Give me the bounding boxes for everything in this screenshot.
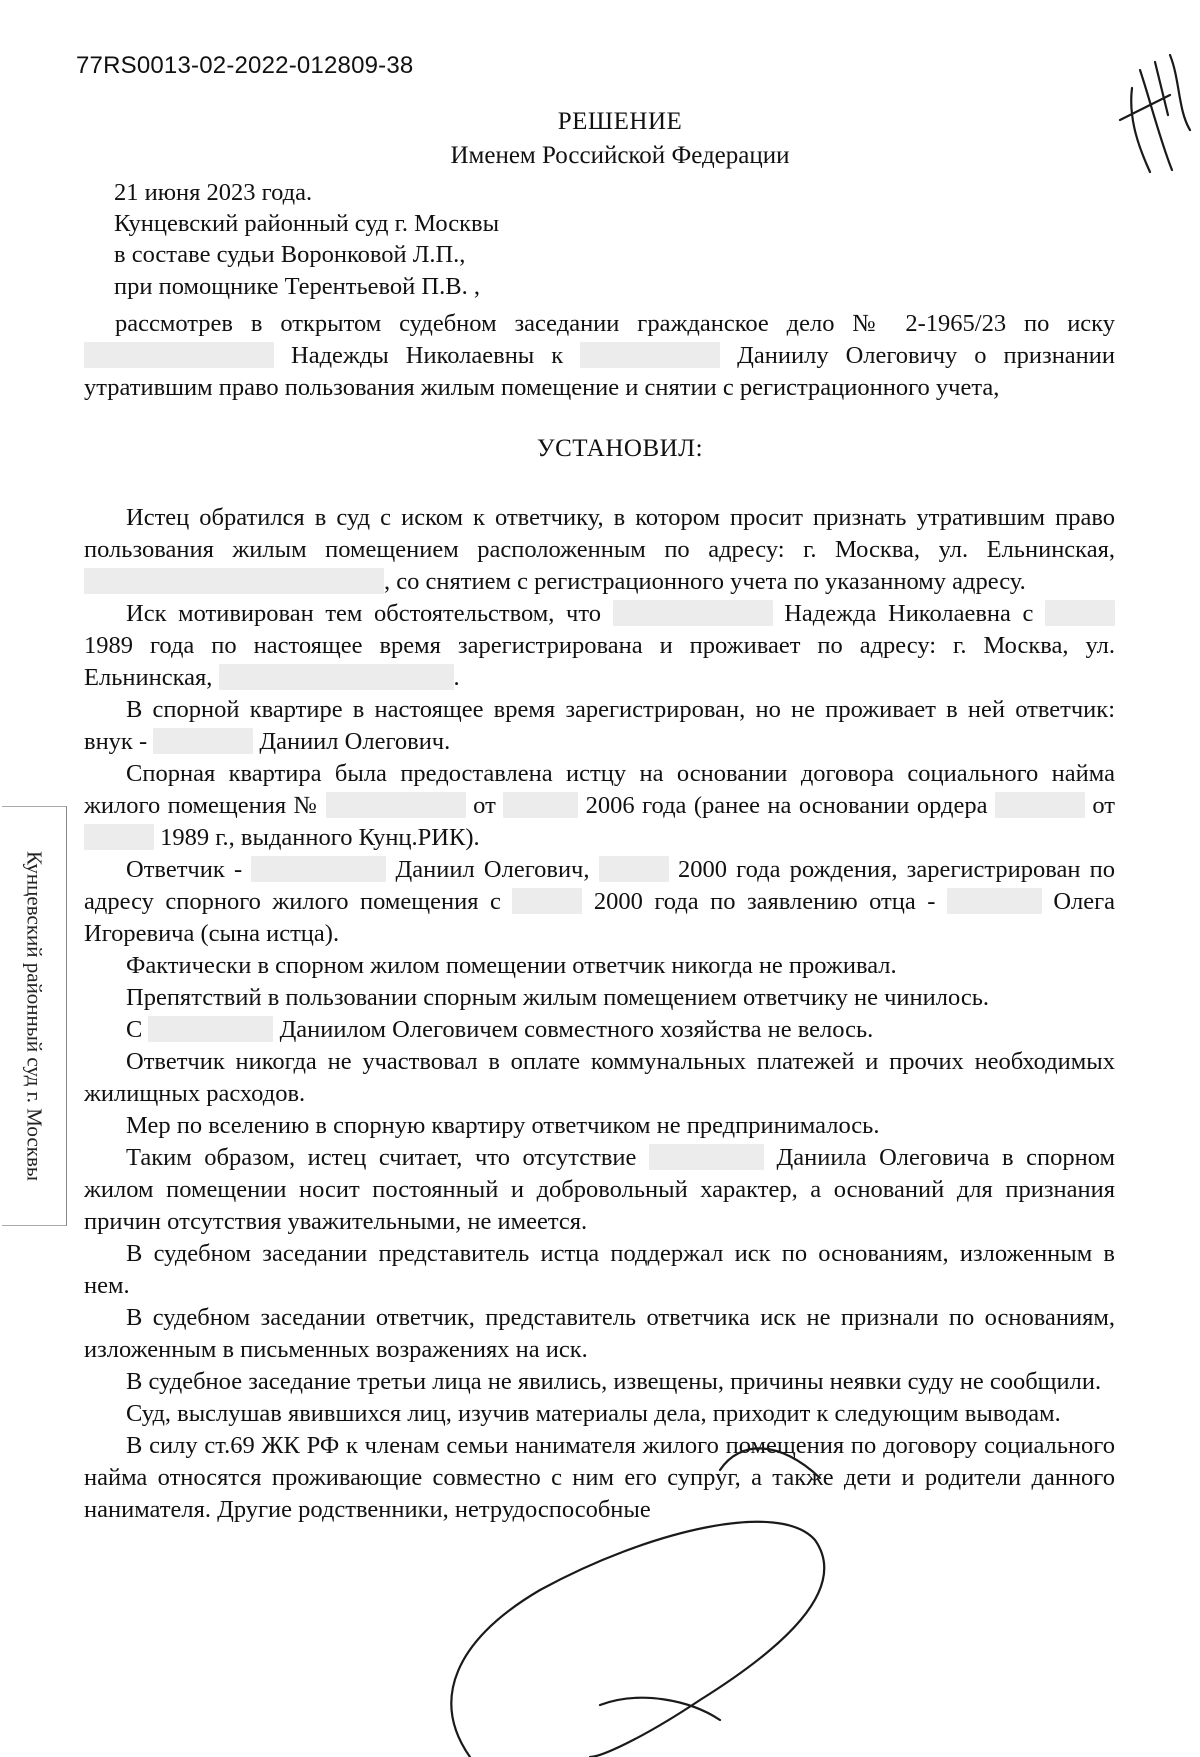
paragraph-text: В спорной квартире в настоящее время зарегистрирован, но не проживает в ней ответчик: внук - bbox=[84, 696, 1115, 755]
paragraph bbox=[84, 598, 1115, 694]
paragraph-text: Иск мотивирован тем обстоятельством, что bbox=[126, 600, 601, 627]
paragraph-text: , со снятием с регистрационного учета по указанному адресу. bbox=[384, 568, 1026, 595]
case-number: 77RS0013-02-2022-012809-38 bbox=[76, 52, 414, 79]
paragraph-text: 1989 года по настоящее время зарегистрирована и проживает по адресу: г. Москва, ул. Ельнинская, bbox=[84, 632, 1115, 691]
case-text-a: рассмотрев в открытом судебном заседании гражданское дело № 2-1965/23 по иску bbox=[115, 310, 1115, 337]
redaction-box bbox=[613, 600, 773, 626]
paragraph bbox=[84, 694, 1115, 758]
paragraph-text: 2006 года (ранее на основании ордера bbox=[585, 792, 988, 819]
redaction-box bbox=[995, 792, 1085, 818]
paragraph-text: Олега Игоревича (сына истца). bbox=[84, 888, 1116, 947]
paragraph-text: Надежда Николаевна с bbox=[784, 600, 1034, 627]
document-subtitle: Именем Российской Федерации bbox=[450, 142, 790, 169]
paragraph-text: Даниил Олегович. bbox=[259, 728, 451, 755]
case-text-c: Даниилу Олеговичу о признании утратившим право пользования жилым помещение и снятии с регистрационного учета, bbox=[84, 342, 1116, 401]
paragraph: Препятствий в пользовании спорным жилым помещением ответчику не чинилось. bbox=[126, 984, 990, 1011]
paragraph: Фактически в спорном жилом помещении ответчик никогда не проживал. bbox=[126, 952, 897, 979]
paragraph-text: . bbox=[453, 664, 460, 691]
section-heading: УСТАНОВИЛ: bbox=[536, 435, 704, 462]
paragraph: В судебном заседании представитель истца поддержал иск по основаниям, изложенным в нем. bbox=[84, 1240, 1115, 1299]
paragraph-text: С bbox=[126, 1016, 143, 1043]
paragraph: Суд, выслушав явившихся лиц, изучив материалы дела, приходит к следующим выводам. bbox=[126, 1400, 1061, 1427]
paragraph bbox=[84, 1014, 1115, 1046]
side-stamp-text: Кунцевский районный суд г. Москвы bbox=[22, 850, 47, 1182]
redaction-box bbox=[512, 888, 582, 914]
judge-composition: в составе судьи Воронковой Л.П., bbox=[114, 241, 466, 268]
redaction-box bbox=[580, 342, 720, 368]
paragraph bbox=[84, 502, 1115, 598]
paragraph bbox=[84, 1142, 1115, 1238]
decision-date: 21 июня 2023 года. bbox=[114, 179, 313, 206]
paragraph-text: Даниилом Олеговичем совместного хозяйства не велось. bbox=[279, 1016, 874, 1043]
paragraph bbox=[84, 758, 1115, 854]
redaction-box bbox=[148, 1016, 273, 1042]
paragraph-text: Ответчик - bbox=[126, 856, 243, 883]
paragraph: Мер по вселению в спорную квартиру ответчиком не предпринималось. bbox=[126, 1112, 880, 1139]
redaction-box bbox=[599, 856, 669, 882]
paragraph-text: 2000 года рождения, зарегистрирован по адресу спорного жилого помещения с bbox=[84, 856, 1116, 915]
paragraph: В судебном заседании ответчик, представитель ответчика иск не признали по основаниям, изложенным в письменных возражениях на иск. bbox=[84, 1304, 1115, 1363]
paragraph-text: Истец обратился в суд с иском к ответчику, в котором просит признать утратившим право пользования жилым помещением расположенным по адресу: г. Москва, ул. Ельнинская, bbox=[84, 504, 1115, 563]
redaction-box bbox=[153, 728, 253, 754]
redaction-box bbox=[219, 664, 454, 690]
court-name: Кунцевский районный суд г. Москвы bbox=[114, 210, 500, 237]
redaction-box bbox=[649, 1144, 764, 1170]
paragraph-text: от bbox=[1092, 792, 1115, 819]
paragraph-text: Спорная квартира была предоставлена истцу на основании договора социального найма жилого помещения № bbox=[84, 760, 1115, 819]
assistant-line: при помощнике Терентьевой П.В. , bbox=[114, 273, 480, 300]
paragraph bbox=[84, 854, 1115, 950]
paragraph: В судебное заседание третьи лица не явились, извещены, причины неявки суду не сообщили. bbox=[126, 1368, 1102, 1395]
paragraph-text: Даниил Олегович, bbox=[395, 856, 590, 883]
body-text bbox=[84, 502, 1115, 1526]
redaction-box bbox=[84, 824, 154, 850]
paragraph-text: Таким образом, истец считает, что отсутствие bbox=[126, 1144, 637, 1171]
redaction-box bbox=[84, 568, 384, 594]
redaction-box bbox=[326, 792, 466, 818]
redaction-box bbox=[84, 342, 274, 368]
redaction-box bbox=[947, 888, 1042, 914]
paragraph-text: 2000 года по заявлению отца - bbox=[593, 888, 936, 915]
paragraph-text: 1989 г., выданного Кунц.РИК). bbox=[160, 824, 480, 851]
document-title: РЕШЕНИЕ bbox=[557, 108, 683, 135]
redaction-box bbox=[1045, 600, 1115, 626]
case-text-b: Надежды Николаевны к bbox=[291, 342, 564, 369]
case-paragraph bbox=[84, 308, 1115, 404]
side-court-stamp bbox=[2, 806, 67, 1226]
paragraph: В силу ст.69 ЖК РФ к членам семьи нанимателя жилого помещения по договору социального найма относятся проживающие совместно с ним его супруг, а также дети и родители данного нанимателя. Другие родственники, нетрудоспособные bbox=[84, 1432, 1115, 1523]
paragraph-text: от bbox=[473, 792, 496, 819]
paragraph-text: Даниила Олеговича в спорном жилом помещении носит постоянный и добровольный характер, а оснований для признания причин отсутствия уважительными, не имеется. bbox=[84, 1144, 1116, 1235]
redaction-box bbox=[251, 856, 386, 882]
paragraph: Ответчик никогда не участвовал в оплате коммунальных платежей и прочих необходимых жилищных расходов. bbox=[84, 1048, 1115, 1107]
redaction-box bbox=[503, 792, 578, 818]
